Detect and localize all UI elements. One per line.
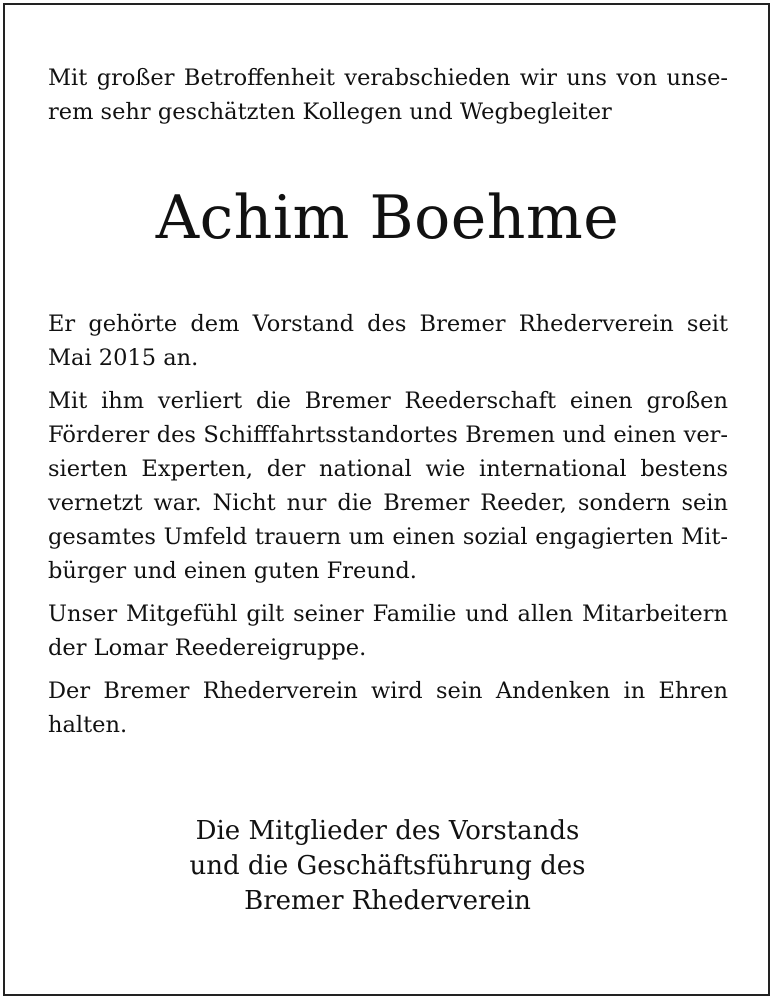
paragraph-board-membership	[48, 307, 728, 375]
intro-line-1: Mit großer Betroffenheit verabschieden wir uns von unse-	[48, 65, 728, 91]
paragraph-line: bürger und einen guten Freund.	[48, 558, 417, 584]
paragraph-line: halten.	[48, 712, 128, 738]
paragraph-line: der Lomar Reedereigruppe.	[48, 635, 367, 661]
intro-text	[48, 61, 728, 129]
paragraph-line: vernetzt war. Nicht nur die Bremer Reeder, sondern sein	[48, 490, 728, 516]
paragraph-line: Mai 2015 an.	[48, 345, 199, 371]
paragraph-remembrance	[48, 674, 728, 742]
signature-line-1: Die Mitglieder des Vorstands	[195, 816, 580, 846]
signature-line-2: und die Geschäftsführung des	[189, 851, 586, 881]
paragraph-line: Unser Mitgefühl gilt seiner Familie und allen Mitarbeitern	[48, 601, 728, 627]
signature-line-3: Bremer Rhederverein	[244, 886, 531, 916]
paragraph-condolences	[48, 597, 728, 665]
paragraph-line: sierten Experten, der national wie international bestens	[48, 456, 728, 482]
paragraph-line: Er gehörte dem Vorstand des Bremer Rhederverein seit	[48, 311, 728, 337]
obituary-body	[48, 307, 728, 751]
deceased-name: Achim Boehme	[155, 183, 620, 253]
paragraph-line: gesamtes Umfeld trauern um einen sozial engagierten Mit-	[48, 524, 728, 550]
paragraph-line: Förderer des Schifffahrtsstandortes Bremen und einen ver-	[48, 422, 728, 448]
signature-block	[0, 814, 775, 919]
intro-line-2: rem sehr geschätzten Kollegen und Wegbegleiter	[48, 99, 612, 125]
paragraph-line: Mit ihm verliert die Bremer Reederschaft einen großen	[48, 388, 728, 414]
paragraph-line: Der Bremer Rhederverein wird sein Andenken in Ehren	[48, 678, 728, 704]
paragraph-tribute	[48, 384, 728, 588]
